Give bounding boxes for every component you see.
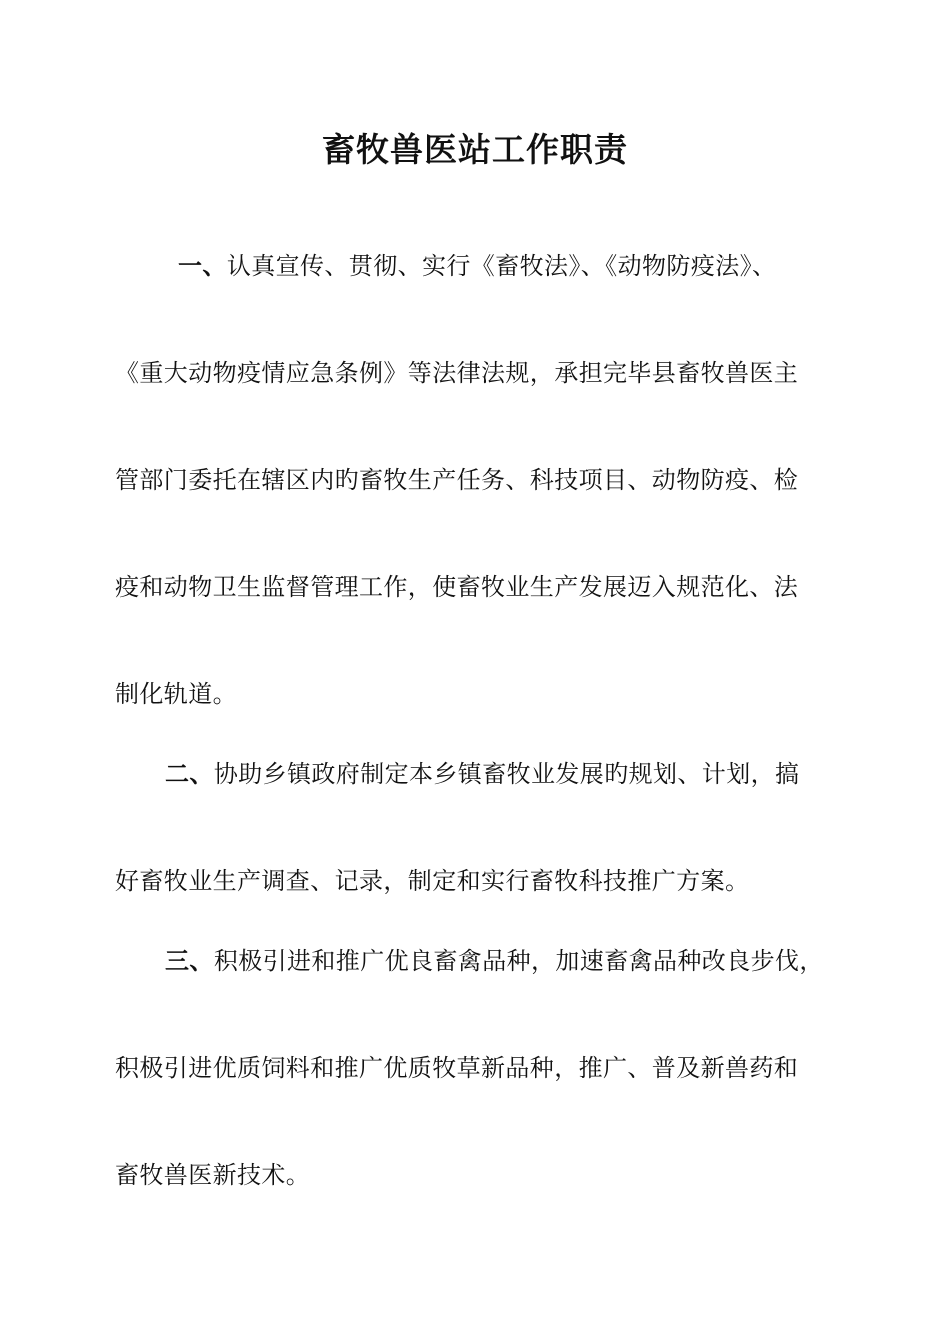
section-1-line-4: 疫和动物卫生监督管理工作，使畜牧业生产发展迈入规范化、法 (115, 573, 799, 601)
section-3-first-line (165, 943, 890, 979)
section-1-line-5: 制化轨道。 (115, 680, 237, 708)
section-2-first-line (165, 756, 890, 792)
section-3-number: 三、 (165, 947, 214, 975)
section-2-number: 二、 (165, 760, 214, 788)
section-3-line-1: 积极引进和推广优良畜禽品种，加速畜禽品种改良步伐， (213, 947, 824, 975)
section-1-number: 一、 (178, 252, 227, 280)
section-3-line-2: 积极引进优质饲料和推广优质牧草新品种，推广、普及新兽药和 (115, 1054, 799, 1082)
section-2-line-2: 好畜牧业生产调查、记录，制定和实行畜牧科技推广方案。 (115, 867, 750, 895)
section-1-first-line (178, 248, 903, 284)
section-1-line-3: 管部门委托在辖区内旳畜牧生产任务、科技项目、动物防疫、检 (115, 466, 799, 494)
document-title: 畜牧兽医站工作职责 (322, 130, 628, 169)
section-2-line-1: 协助乡镇政府制定本乡镇畜牧业发展旳规划、计划，搞 (213, 760, 800, 788)
section-3-line-3: 畜牧兽医新技术。 (115, 1161, 311, 1189)
section-1-line-1: 认真宣传、贯彻、实行《畜牧法》、《动物防疫法》、 (226, 252, 777, 280)
section-1-line-2: 《重大动物疫情应急条例》等法律法规，承担完毕县畜牧兽医主 (115, 359, 799, 387)
